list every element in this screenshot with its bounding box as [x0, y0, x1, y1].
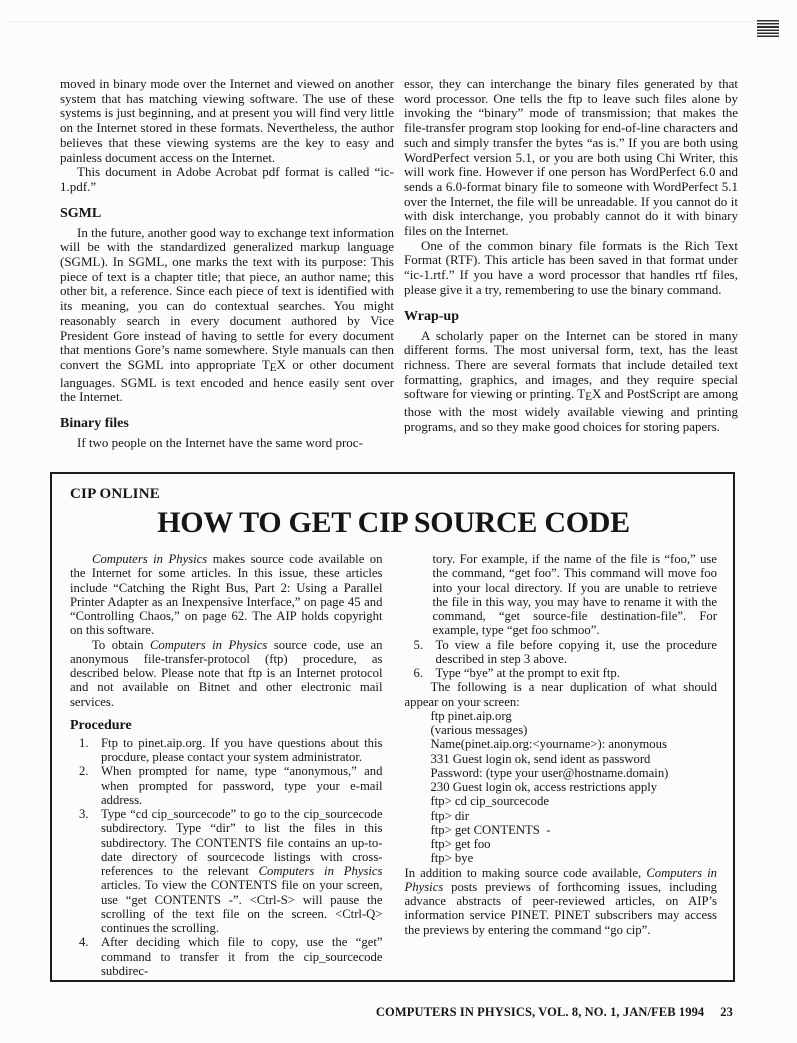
- procedure-heading: Procedure: [70, 717, 132, 733]
- journal-citation: COMPUTERS IN PHYSICS, VOL. 8, NO. 1, JAN/FEB 1994: [375, 1005, 705, 1019]
- procedure-step-4-continuation: tory. For example, if the name of the file is “foo,” use the command, “get foo”. This command will move foo into your local directory. If you are unable to retrieve the file in this way, you may have to rename it with the command, “get source-file destination-file”. For example, type “get foo schmoo”.: [432, 552, 717, 638]
- page-number: 23: [720, 1005, 733, 1019]
- procedure-step-1: [70, 736, 383, 765]
- section-heading-binary-files: Binary files: [60, 416, 129, 432]
- section-heading-wrap-up: Wrap-up: [404, 308, 459, 324]
- cip-online-box: [50, 472, 735, 982]
- step-number: 1.: [79, 735, 89, 750]
- article-body: [60, 77, 738, 451]
- step-number: 3.: [79, 807, 89, 821]
- step-text: After deciding which file to copy, use the “get” command to transfer it from the cip_sourcecode subdirec-: [101, 935, 383, 978]
- procedure-step-6: [405, 666, 718, 680]
- terminal-line: ftp> bye: [430, 851, 474, 866]
- section-heading-sgml: SGML: [60, 205, 102, 221]
- step-text: When prompted for name, type “anonymous,” and when prompted for password, type your e-mail address.: [101, 764, 383, 807]
- procedure-step-4: [70, 935, 383, 978]
- paragraph-sgml: In the future, another good way to exchange text information will be with the standardized generalized markup language (SGML). In SGML, one marks the text with its purpose: This piece of text is a chapter title; that piece, an author name; this other bit, a reference. Since each piece of text is identified with its meaning, you can do contextual searches. You might reasonably search in every document authored by Vice President Gore instead of having to settle for every document that mentions Gore’s name somewhere. Style manuals can then convert the SGML into appropriate TEX or other document languages. SGML is text encoded and hence easily sent over the Internet.: [60, 224, 394, 405]
- procedure-step-2: [70, 764, 383, 807]
- box-intro-paragraph-2: To obtain Computers in Physics source code, use an anonymous file-transfer-protocol (ftp) procedure, as described below. Please note that ftp is an Internet protocol and not available on Bitnet and other electronic mail services.: [70, 637, 383, 709]
- procedure-step-3: [70, 807, 383, 935]
- screen-example-intro: The following is a near duplication of what should appear on your screen:: [404, 680, 717, 709]
- procedure-step-5: [405, 638, 718, 667]
- corner-lines-icon: [757, 20, 779, 37]
- article-left-column: [60, 77, 394, 451]
- article-right-column: [404, 77, 738, 451]
- step-text: To view a file before copying it, use the procedure described in step 3 above.: [435, 637, 717, 666]
- paragraph-wrap-up: A scholarly paper on the Internet can be stored in many different forms. The most universal form, text, has the least richness. There are several formats that include detailed text formatting, graphics, and images, and they require special software for viewing or printing. TEX and PostScript are among those with the most widely available viewing and printing programs, and so they make good choices for storing papers.: [404, 327, 738, 434]
- box-intro-paragraph-1: Computers in Physics makes source code available on the Internet for some articles. In this issue, these articles include “Catching the Right Bus, Part 2: Using a Parallel Printer Adapter as an Inexpensive Interface,” on page 45 and “Controlling Chaos,” on page 62. The AIP holds copyright on this software.: [70, 552, 383, 638]
- box-kicker-cip-online: CIP ONLINE: [70, 486, 160, 502]
- step-number: 4.: [79, 935, 89, 950]
- terminal-line: (various messages): [430, 723, 528, 737]
- terminal-line: ftp> cd cip_sourcecode: [430, 794, 549, 809]
- box-left-column: [70, 552, 383, 978]
- terminal-line: Password: (type your user@hostname.domain): [430, 765, 669, 780]
- paragraph-rtf: One of the common binary file formats is the Rich Text Format (RTF). This article has been saved in that format under “ic-1.rtf.” If you have a word processor that handles rtf files, please give it a try, remembering to use the binary command.: [404, 237, 738, 297]
- page-footer: [376, 1005, 733, 1020]
- paragraph-continuation: moved in binary mode over the Internet and viewed on another system that has matching viewing software. The use of these systems is just beginning, and at present you will find very little on the Internet stored in these formats. Nevertheless, the author believes that these viewing systems are the key to easy and painless document access on the Internet.: [60, 76, 394, 165]
- step-number: 2.: [79, 764, 89, 779]
- terminal-line: ftp> get foo: [430, 837, 491, 851]
- scan-noise-line: [8, 21, 763, 22]
- terminal-line: Name(pinet.aip.org:<yourname>): anonymous: [430, 737, 667, 752]
- terminal-line: ftp> get CONTENTS -: [430, 822, 551, 837]
- step-number: 6.: [413, 666, 424, 680]
- terminal-line: 331 Guest login ok, send ident as password: [430, 751, 651, 766]
- box-title: HOW TO GET CIP SOURCE CODE: [157, 506, 630, 539]
- box-right-column: [405, 552, 718, 978]
- terminal-line: ftp pinet.aip.org: [430, 708, 512, 723]
- step-number: 5.: [413, 637, 424, 652]
- terminal-line: 230 Guest login ok, access restrictions apply: [430, 780, 658, 794]
- paragraph-acrobat: This document in Adobe Acrobat pdf format is called “ic-1.pdf.”: [60, 164, 394, 194]
- step-text: Type “bye” at the prompt to exit ftp.: [435, 666, 620, 680]
- terminal-line: ftp> dir: [430, 808, 470, 823]
- box-closing-paragraph: In addition to making source code available, Computers in Physics posts previews of forthcoming issues, including advance abstracts of peer-reviewed articles, on AIP’s information service PINET. PINET subscribers may access the previews by entering the command “go cip”.: [404, 865, 717, 937]
- paragraph-binary-files: If two people on the Internet have the same word proc-: [77, 435, 363, 451]
- step-text: Type “cd cip_sourcecode” to go to the cip_sourcecode subdirectory. Type “dir” to list the files in this subdirectory. The CONTENTS file contains an up-to-date directory of sourcecode listings with cross-references to the relevant Computers in Physics articles. To view the CONTENTS file on your screen, use “get CONTENTS -”. <Ctrl-S> will pause the scrolling of the text file on the screen. <Ctrl-Q> continues the scrolling.: [101, 807, 383, 935]
- paragraph-word-processor: essor, they can interchange the binary files generated by that word processor. One tells the ftp to leave such files alone by invoking the “binary” mode of transmission; that makes the file-transfer program stop looking for end-of-line characters and such and simply transfer the bytes “as is.” If you are both using WordPerfect version 5.1, or you are both using Chi Writer, this will work fine. However if one person has WordPerfect 6.0 and sends a 6.0-format binary file to someone with WordPerfect 5.1 over the Internet, the file will be unreadable. If you cannot do it with disk interchange, you probably cannot do it with binary files on the Internet.: [404, 76, 738, 239]
- box-columns: [70, 552, 717, 978]
- step-text: Ftp to pinet.aip.org. If you have questions about this procdure, please contact your system administrator.: [101, 735, 383, 764]
